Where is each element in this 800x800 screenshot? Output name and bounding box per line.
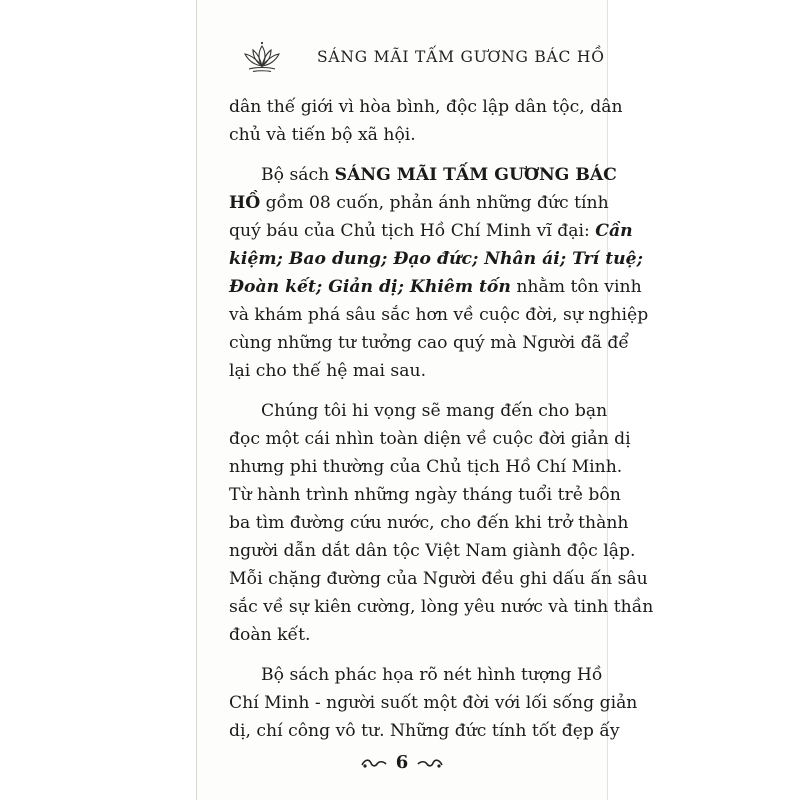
text-line bbox=[229, 593, 654, 621]
text-line bbox=[229, 245, 643, 273]
text-run: người dẫn dắt dân tộc Việt Nam giành độc lập. bbox=[229, 541, 636, 561]
paragraph bbox=[229, 161, 649, 385]
text-run: nhưng phi thường của Chủ tịch Hồ Chí Minh. bbox=[229, 457, 623, 477]
paragraph bbox=[229, 397, 654, 649]
page-number: 6 bbox=[395, 752, 409, 773]
text-line bbox=[229, 509, 629, 537]
flourish-right-icon bbox=[416, 756, 444, 770]
text-run: quý báu của Chủ tịch Hồ Chí Minh vĩ đại: bbox=[229, 221, 596, 241]
emphasis-text: SÁNG MÃI TẤM GƯƠNG BÁC bbox=[334, 165, 617, 185]
text-line bbox=[229, 453, 623, 481]
page-header bbox=[197, 36, 607, 80]
text-line bbox=[229, 121, 581, 149]
text-run: Chúng tôi hi vọng sẽ mang đến cho bạn bbox=[261, 401, 608, 421]
text-run: đọc một cái nhìn toàn diện về cuộc đời giản dị bbox=[229, 429, 631, 449]
emphasis-text: kiệm; Bao dung; Đạo đức; Nhân ái; Trí tuệ; bbox=[229, 249, 643, 269]
text-run: sắc về sự kiên cường, lòng yêu nước và tinh thần bbox=[229, 597, 654, 617]
paragraph bbox=[229, 661, 638, 745]
text-line bbox=[229, 425, 631, 453]
running-title: SÁNG MÃI TẤM GƯƠNG BÁC HỒ bbox=[317, 48, 605, 66]
page-footer bbox=[197, 752, 607, 782]
text-line bbox=[229, 537, 636, 565]
text-run: Chí Minh - người suốt một đời với lối sống giản bbox=[229, 693, 638, 713]
text-line bbox=[229, 189, 609, 217]
flourish-left-icon bbox=[360, 756, 388, 770]
text-run: dân thế giới vì hòa bình, độc lập dân tộc, dân bbox=[229, 97, 623, 117]
book-page bbox=[196, 0, 654, 800]
text-run: Mỗi chặng đường của Người đều ghi dấu ấn sâu bbox=[229, 569, 648, 589]
text-line bbox=[229, 689, 638, 717]
text-line bbox=[229, 621, 581, 649]
text-line bbox=[229, 397, 608, 425]
text-run: dị, chí công vô tư. Những đức tính tốt đẹp ấy bbox=[229, 721, 620, 741]
text-line bbox=[229, 329, 629, 357]
text-line bbox=[229, 661, 603, 689]
text-line bbox=[229, 717, 620, 745]
text-line bbox=[229, 273, 642, 301]
text-run: và khám phá sâu sắc hơn về cuộc đời, sự nghiệp bbox=[229, 305, 649, 325]
text-run: chủ và tiến bộ xã hội. bbox=[229, 125, 416, 145]
text-run: Bộ sách phác họa rõ nét hình tượng Hồ bbox=[261, 665, 603, 685]
text-line bbox=[229, 93, 623, 121]
text-line bbox=[229, 301, 649, 329]
text-run: đoàn kết. bbox=[229, 625, 311, 645]
body-text bbox=[229, 93, 654, 757]
text-line bbox=[229, 217, 633, 245]
text-line bbox=[229, 481, 621, 509]
paragraph bbox=[229, 93, 623, 149]
text-run: ba tìm đường cứu nước, cho đến khi trở thành bbox=[229, 513, 629, 533]
text-run: cùng những tư tưởng cao quý mà Người đã để bbox=[229, 333, 629, 353]
emphasis-text: Đoàn kết; Giản dị; Khiêm tốn bbox=[229, 277, 511, 297]
emphasis-text: Cần bbox=[595, 221, 633, 241]
lotus-icon bbox=[241, 40, 283, 74]
emphasis-text: HỒ bbox=[229, 193, 261, 213]
text-run: lại cho thế hệ mai sau. bbox=[229, 361, 427, 381]
text-run: Bộ sách bbox=[261, 165, 335, 185]
text-line bbox=[229, 357, 581, 385]
text-run: gồm 08 cuốn, phản ánh những đức tính bbox=[260, 193, 609, 213]
text-line bbox=[229, 565, 648, 593]
text-line bbox=[229, 161, 617, 189]
text-run: nhằm tôn vinh bbox=[510, 277, 642, 297]
text-run: Từ hành trình những ngày tháng tuổi trẻ bôn bbox=[229, 485, 621, 505]
